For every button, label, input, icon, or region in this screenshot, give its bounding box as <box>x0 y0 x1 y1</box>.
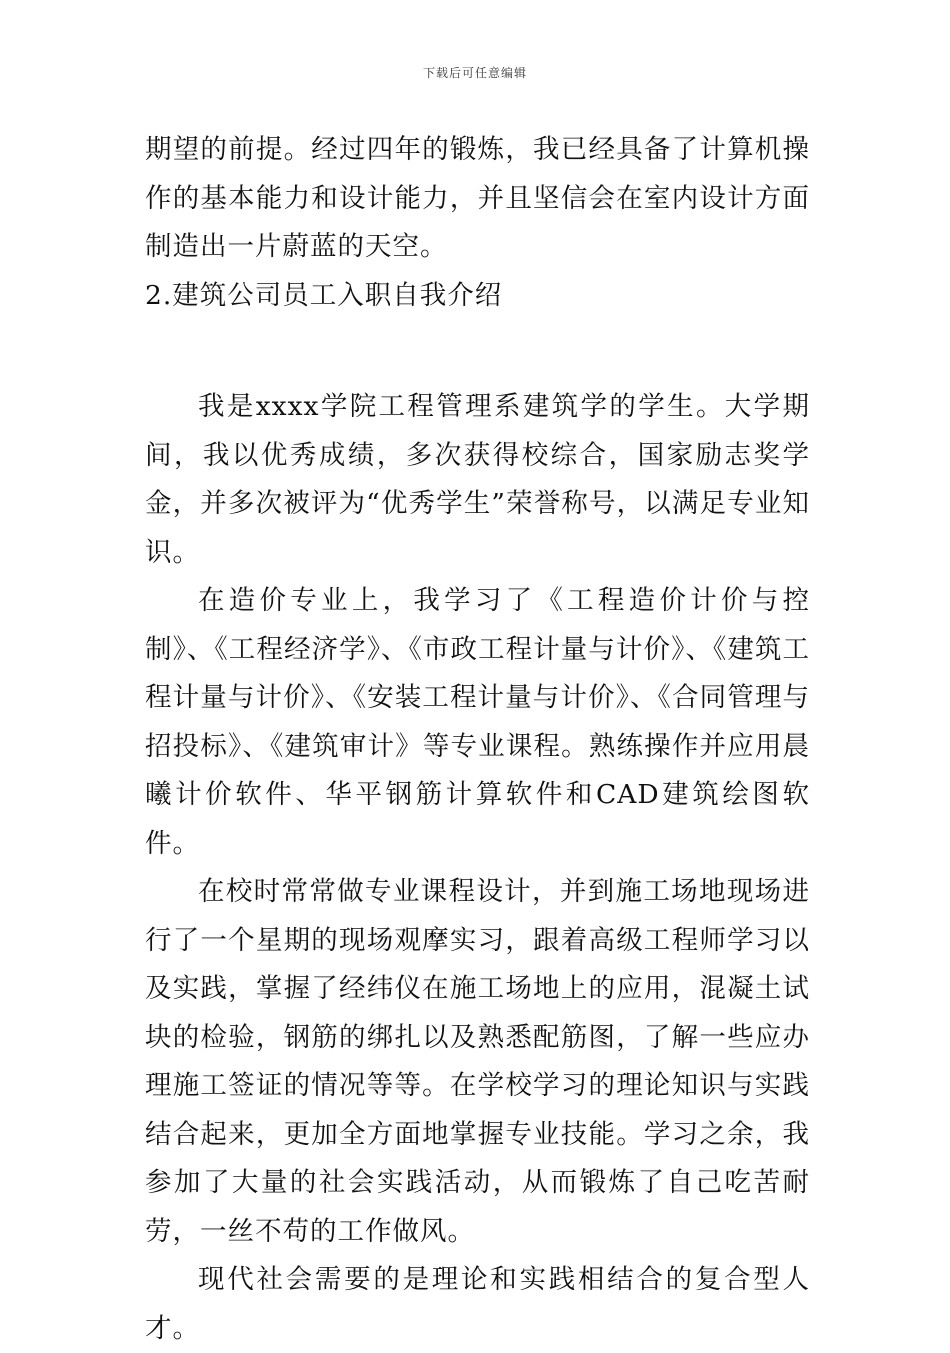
paragraph-courses: 在造价专业上，我学习了《工程造价计价与控制》、《工程经济学》、《市政工程计量与计价》、《建筑工程计量与计价》、《安装工程计量与计价》、《合同管理与招投标》、《建筑审计》等专业课程。熟练操作并应用晨曦计价软件、华平钢筋计算软件和CAD建筑绘图软件。 <box>145 585 810 859</box>
paragraph-intro: 我是xxxx学院工程管理系建筑学的学生。大学期间，我以优秀成绩，多次获得校综合，国家励志奖学金，并多次被评为“优秀学生”荣誉称号，以满足专业知识。 <box>145 391 810 568</box>
page-header-note: 下载后可任意编辑 <box>422 66 527 80</box>
paragraph-practice: 在校时常常做专业课程设计，并到施工场地现场进行了一个星期的现场观摩实习，跟着高级工程师学习以及实践，掌握了经纬仪在施工场地上的应用，混凝土试块的检验，钢筋的绑扎以及熟悉配筋图，了解一些应办理施工签证的情况等等。在学校学习的理论知识与实践结合起来，更加全方面地掌握专业技能。学习之余，我参加了大量的社会实践活动，从而锻炼了自己吃苦耐劳，一丝不苟的工作做风。 <box>145 876 810 1247</box>
intro-continuation-paragraph: 期望的前提。经过四年的锻炼，我已经具备了计算机操作的基本能力和设计能力，并且坚信会在室内设计方面制造出一片蔚蓝的天空。 <box>145 134 810 262</box>
section-gap <box>145 320 810 383</box>
section-heading: 2.建筑公司员工入职自我介绍 <box>145 279 503 311</box>
paragraph-society: 现代社会需要的是理论和实践相结合的复合型人才。 <box>145 1264 810 1344</box>
document-body <box>145 126 810 1353</box>
